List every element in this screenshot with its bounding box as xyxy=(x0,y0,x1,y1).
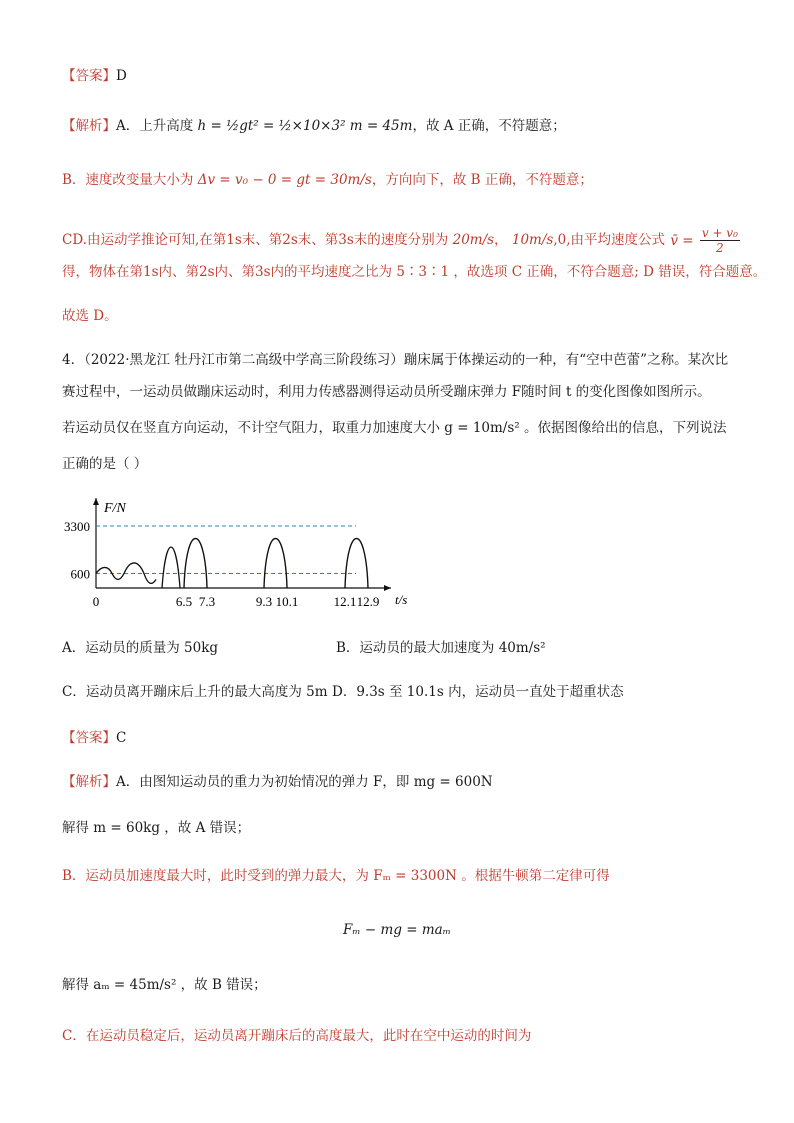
analysis-cd-text: CD.由运动学推论可知,在第1s末、第2s末、第3s末的速度分别为 xyxy=(62,232,449,248)
x-tick-label: 10.1 xyxy=(275,594,299,609)
answer-tag-2: 【答案】 xyxy=(62,730,116,746)
answer-line-1 xyxy=(62,66,127,86)
x-tick-label: 9.3 xyxy=(255,594,273,609)
analysis2-c-text: C．在运动员稳定后，运动员离开蹦床后的高度最大，此时在空中运动的时间为 xyxy=(62,1028,532,1044)
option-b-text: B．运动员的最大加速度为 40m/s² xyxy=(336,640,546,656)
analysis-b-line xyxy=(62,170,593,190)
y-tick-label: 3300 xyxy=(64,519,90,534)
analysis2-c-line xyxy=(62,1026,531,1046)
average-velocity-formula: v̄ = xyxy=(670,232,694,249)
velocity-change-formula: Δv = v₀ − 0 = gt = 30m/s xyxy=(197,172,372,188)
analysis-cd-line-2 xyxy=(62,262,766,282)
y-axis-label: F/N xyxy=(104,501,126,516)
answer-tag: 【答案】 xyxy=(62,68,116,84)
height-formula: h = ½gt² = ½×10×3² m = 45m xyxy=(197,118,413,134)
analysis-cd-text-2: ,0,由平均速度公式 xyxy=(553,232,666,248)
option-b[interactable] xyxy=(336,638,546,658)
option-a[interactable] xyxy=(62,638,218,658)
analysis-tag: 【解析】 xyxy=(62,118,116,134)
acceleration-solution: 解得 aₘ = 45m/s² ，故 B 错误； xyxy=(62,977,267,993)
question-text-3: 若运动员仅在竖直方向运动，不计空气阻力，取重力加速度大小 g = 10m/s² 。依据图像给出的信息，下列说法 xyxy=(62,420,727,436)
force-pulse-1 xyxy=(184,539,207,589)
analysis2-b-solve xyxy=(62,975,267,995)
question-4-line-2 xyxy=(62,382,711,402)
x-tick-label: 7.3 xyxy=(198,594,216,609)
choose-d: 故选 D。 xyxy=(62,308,118,324)
answer-value: D xyxy=(116,68,127,84)
x-axis-arrow xyxy=(384,585,391,591)
question-4-line-1 xyxy=(62,350,728,370)
force-pulse-3 xyxy=(345,539,368,589)
analysis-conclusion xyxy=(62,306,118,326)
analysis-a-post: ，故 A 正确，不符题意； xyxy=(412,118,566,134)
analysis-a-line xyxy=(62,116,566,136)
velocity-value-2: 10m/s xyxy=(511,232,554,248)
answer-line-2 xyxy=(62,728,126,748)
option-a-text: A．运动员的质量为 50kg xyxy=(62,640,219,656)
answer-value-2: C xyxy=(116,730,127,746)
x-tick-label: 12.9 xyxy=(356,594,380,609)
analysis2-a-solve xyxy=(62,818,250,838)
average-velocity-fraction: $\frac{\text{v + v₀}}{2}$ xyxy=(701,226,738,255)
option-d-text: D．9.3s 至 10.1s 内，运动员一直处于超重状态 xyxy=(332,684,624,700)
y-tick-label: 600 xyxy=(70,566,90,582)
analysis2-a-text: A．由图知运动员的重力为初始情况的弹力 F，即 mg = 600N xyxy=(116,774,493,790)
x-tick-label: 6.5 xyxy=(175,594,193,609)
x-axis-label: t/s xyxy=(395,592,408,607)
y-axis-arrow xyxy=(93,498,99,505)
option-c-text: C．运动员离开蹦床后上升的最大高度为 5m xyxy=(62,684,328,700)
analysis-b-pre: B．速度改变量大小为 xyxy=(62,172,194,188)
analysis-cd-line-1: CD.由运动学推论可知,在第1s末、第2s末、第3s末的速度分别为 20m/s， 10m/s,0,由平均速度公式 v̄ = $\frac{\text{v + v₀}}{2}$ xyxy=(62,226,738,255)
newton-equation-text: Fₘ − mg = maₘ xyxy=(342,922,451,938)
pre-pulse-curve xyxy=(162,547,180,588)
mass-solution: 解得 m = 60kg ，故 A 错误； xyxy=(62,820,251,836)
analysis-cd-conclusion: 得，物体在第1s内、第2s内、第3s内的平均速度之比为 5∶3∶1 ，故选项 C 正确，不符合题意; D 错误，符合题意。 xyxy=(62,264,767,280)
x-tick-label: 12.1 xyxy=(333,594,357,609)
force-time-chart xyxy=(56,490,456,620)
question-4-line-4 xyxy=(62,454,147,474)
analysis2-a-line xyxy=(62,772,493,792)
option-c[interactable] xyxy=(62,682,328,702)
x-tick-label: 0 xyxy=(92,594,100,609)
analysis2-b-text: B．运动员加速度最大时，此时受到的弹力最大，为 Fₘ = 3300N 。根据牛顿第二定律可得 xyxy=(62,868,610,884)
velocity-value-1: 20m/s xyxy=(452,232,495,248)
question-text-1: 4．（2022·黑龙江 牡丹江市第二高级中学高三阶段练习）蹦床属于体操运动的一种，有“空中芭蕾”之称。某次比 xyxy=(62,352,729,368)
analysis-a-pre: A．上升高度 xyxy=(116,118,194,134)
newton-equation xyxy=(0,920,794,940)
analysis2-b-line xyxy=(62,866,610,886)
question-text-4: 正确的是（ ） xyxy=(62,456,148,472)
question-text-2: 赛过程中，一运动员做蹦床运动时，利用力传感器测得运动员所受蹦床弹力 F随时间 t 的变化图像如图所示。 xyxy=(62,384,711,400)
force-pulse-2 xyxy=(264,539,287,589)
option-d[interactable] xyxy=(332,682,624,702)
question-4-line-3 xyxy=(62,418,727,438)
analysis-b-post: ，方向向下，故 B 正确，不符题意； xyxy=(371,172,593,188)
analysis2-tag: 【解析】 xyxy=(62,774,116,790)
